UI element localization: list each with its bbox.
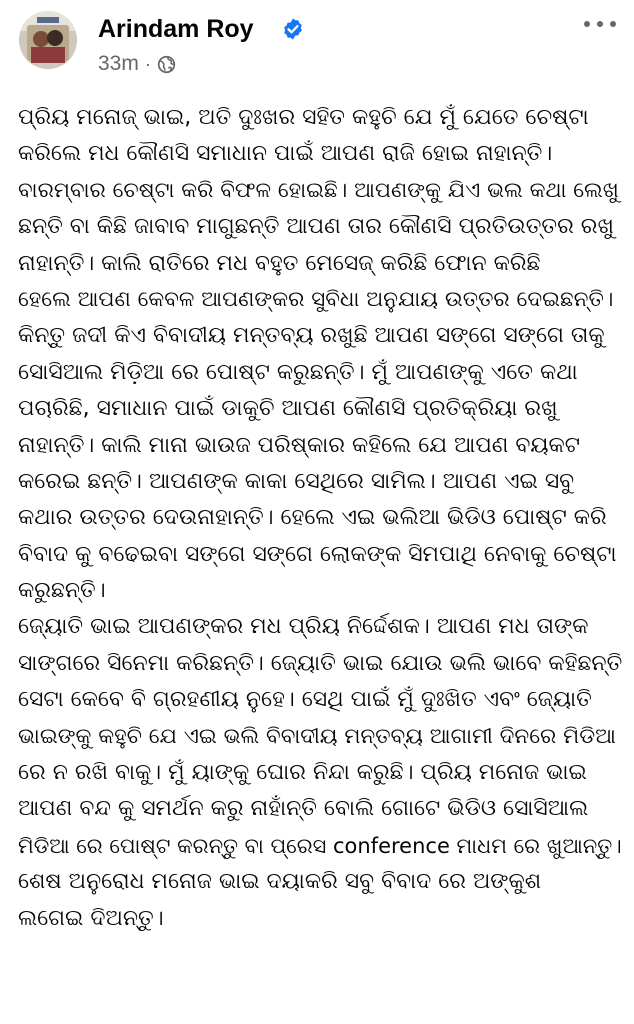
- post-text-line: ନାହାନ୍ତି। କାଲି ରାତିରେ ମଧ ବହୁତ ମେସେଜ୍ କରିଛି ଫୋନ କରିଛି: [18, 250, 541, 276]
- post-text-line: ସାଙ୍ଗରେ ସିନେମା କରିଛନ୍ତି। ଜ୍ୟୋତି ଭାଇ ଯୋଉ ଭଲି ଭାବେ କହିଛନ୍ତି: [18, 650, 622, 676]
- avatar-image: [19, 11, 77, 69]
- post-text-line: ଶେଷ ଅନୁରୋଧ ମନୋଜ ଭାଇ ଦୟାକରି ସବୁ ବିବାଦ ରେ ଅଙ୍କୁଶ: [18, 869, 542, 895]
- post-text-line: କରିଲେ ମଧ କୌଣସି ସମାଧାନ ପାଇଁ ଆପଣ ରାଜି ହୋଇ ନାହାନ୍ତି।: [18, 141, 553, 167]
- post-text-line: ହେଲେ ଆପଣ କେବଳ ଆପଣଙ୍କର ସୁବିଧା ଅନୁଯାୟ ଉତ୍ତର ଦେଇଛନ୍ତି।: [18, 286, 614, 312]
- post-text-line: ସେଟା କେବେ ବି ଗ୍ରହଣୀୟ ନୁହେ। ସେଥି ପାଇଁ ମୁଁ ଦୁଃଖିତ ଏବଂ ଜ୍ୟୋତି: [18, 687, 592, 713]
- post-text-line: କରୁଛନ୍ତି।: [18, 578, 106, 604]
- post-text-line: ରେ ନ ରଖି ବାକୁ। ମୁଁ ୟାଙ୍କୁ ଘୋର ନିନ୍ଦା କରୁଛି। ପ୍ରିୟ ମନୋଜ ଭାଇ: [18, 760, 587, 786]
- post-text-line: ଆପଣ ବନ୍ଦ କୁ ସମର୍ଥନ କରୁ ନାହାଁନ୍ତି ବୋଲି ଗୋଟେ ଭିଡିଓ ସୋସିଆଲ: [18, 796, 589, 822]
- post-text-line: ଲଗେଇ ଦିଅନ୍ତୁ।: [18, 905, 164, 931]
- post-text-line: ଭାଇଙ୍କୁ କହୁଚି ଯେ ଏଇ ଭଲି ବିବାଦୀୟ ମନ୍ତବ୍ୟ ଆଗାମୀ ଦିନରେ ମିଡିଆ: [18, 723, 616, 749]
- post-text-line: ପଚାରିଛି, ସମାଧାନ ପାଇଁ ଡାକୁଚି ଆପଣ କୌଣସି ପ୍ରତିକ୍ରିୟା ରଖୁ: [18, 396, 558, 422]
- post-text-line: ଛନ୍ତି ବା କିଛି ଜାବାବ ମାଗୁଛନ୍ତି ଆପଣ ତାର କୌଣସି ପ୍ରତିଉତ୍ତର ରଖୁ: [18, 214, 614, 240]
- post-text-line: ମିଡିଆ ରେ ପୋଷ୍ଟ କରନ୍ତୁ ବା ପ୍ରେସ conference ମାଧମ ରେ ଖୁଆନ୍ତୁ।: [18, 833, 622, 858]
- post-text-line: ପ୍ରିୟ ମନୋଜ୍ ଭାଇ, ଅତି ଦୁଃଖର ସହିତ କହୁଚି ଯେ ମୁଁ ଯେତେ ଚେଷ୍ଟା: [18, 105, 589, 130]
- post-text-line: ଜ୍ୟୋତି ଭାଇ ଆପଣଙ୍କର ମଧ ପ୍ରିୟ ନିର୍ଦ୍ଦେଶକ। ଆପଣ ମଧ ତାଙ୍କ: [18, 614, 589, 640]
- more-options-icon: [597, 21, 603, 27]
- post-text-line: ବାରମ୍ବାର ଚେଷ୍ଟା କରି ବିଫଳ ହୋଇଛି। ଆପଣଙ୍କୁ ଯିଏ ଭଲ କଥା ଲେଖୁ: [18, 177, 619, 203]
- verified-badge-icon: [281, 17, 305, 41]
- post-text: [18, 100, 622, 937]
- post-timestamp[interactable]: 33m: [98, 52, 139, 75]
- post-meta: [98, 50, 176, 78]
- post-text-line: ନାହାନ୍ତି। କାଲି ମାନା ଭାଉଜ ପରିଷ୍କାର କହିଲେ ଯେ ଆପଣ ବୟକଟ: [18, 432, 581, 458]
- more-options-icon: [584, 21, 590, 27]
- post-text-line: କରେଇ ଛନ୍ତି। ଆପଣଙ୍କ କାକା ସେଥିରେ ସାମିଲ। ଆପଣ ଏଇ ସବୁ: [18, 468, 575, 494]
- post-text-line: ସୋସିଆଲ ମିଡ଼ିଆ ରେ ପୋଷ୍ଟ କରୁଛନ୍ତି। ମୁଁ ଆପଣଙ୍କୁ ଏତେ କଥା: [18, 359, 578, 385]
- globe-icon[interactable]: [157, 55, 176, 74]
- more-options-icon: [610, 21, 616, 27]
- post-text-line: କିନ୍ତୁ ଜଦୀ କିଏ ବିବାଦୀୟ ମନ୍ତବ୍ୟ ରଖୁଛି ଆପଣ ସଙ୍ଗେ ସଙ୍ଗେ ତାକୁ: [18, 323, 605, 349]
- post-text-line: କଥାର ଉତ୍ତର ଦେଉନାହାନ୍ତି। ହେଲେ ଏଇ ଭଲିଆ ଭିଡିଓ ପୋଷ୍ଟ କରି: [18, 505, 607, 531]
- post-text-line: ବିବାଦ କୁ ବଢେଇବା ସଙ୍ଗେ ସଙ୍ଗେ ଲୋକଙ୍କ ସିମପାଥି ନେବାକୁ ଚେଷ୍ଟା: [18, 541, 617, 567]
- more-options-button[interactable]: [584, 14, 616, 34]
- author-name[interactable]: Arindam Roy: [98, 15, 254, 43]
- meta-separator: ·: [144, 53, 151, 74]
- post-header: [0, 0, 634, 90]
- author-avatar[interactable]: [19, 11, 77, 69]
